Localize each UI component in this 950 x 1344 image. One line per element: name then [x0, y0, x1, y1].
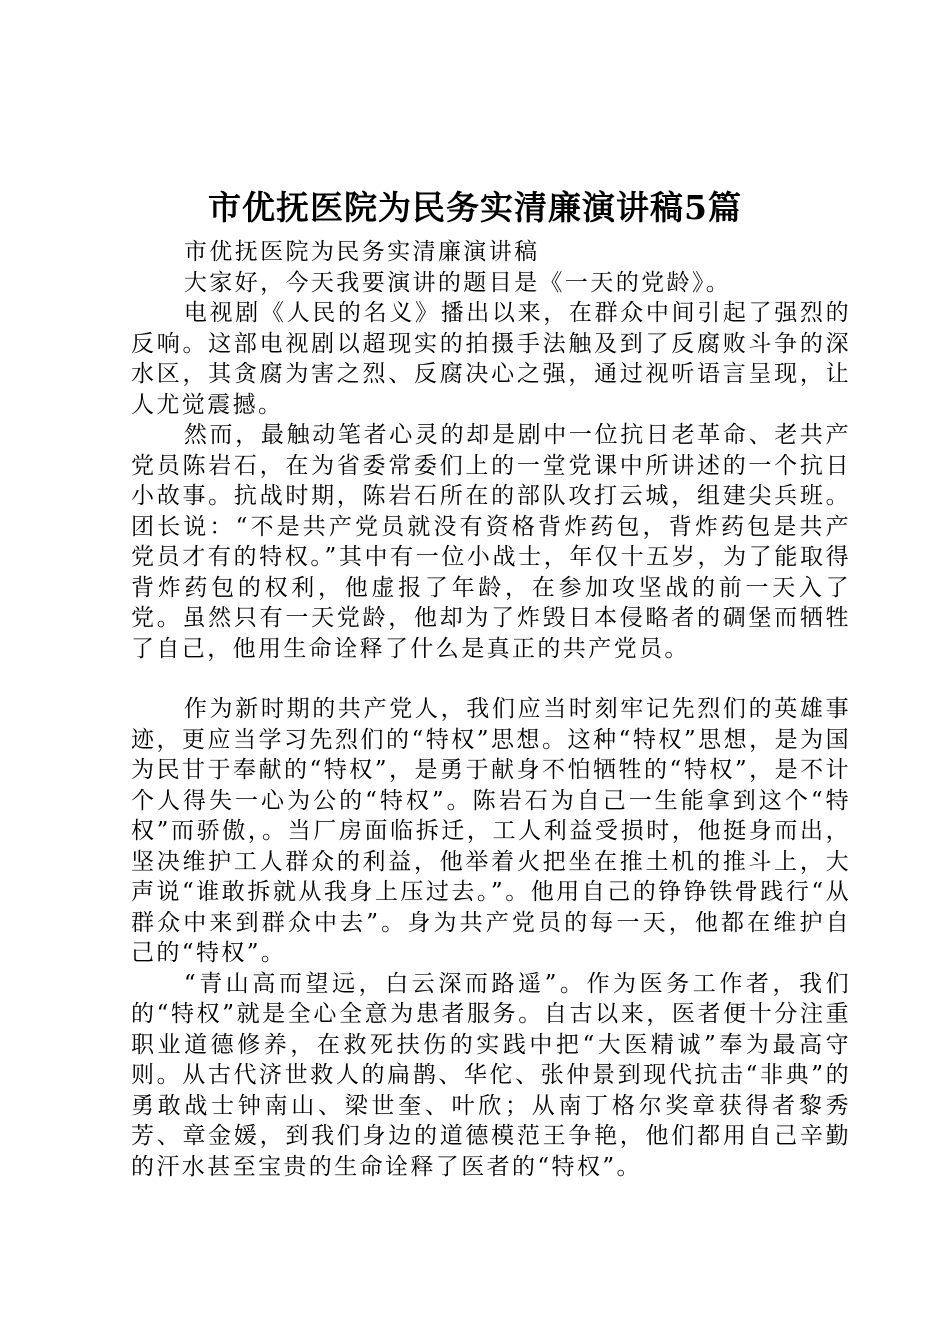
paragraph: 作为新时期的共产党人，我们应当时刻牢记先烈们的英雄事迹，更应当学习先烈们的“特权”思想。这种“特权”思想，是为国为民甘于奉献的“特权”，是勇于献身不怕牺牲的“特权”，是不计个人得失一心为公的“特权”。陈岩石为自己一生能拿到这个“特权”而骄傲，。当厂房面临拆迁，工人利益受损时，他挺身而出，坚决维护工人群众的利益，他举着火把坐在推土机的推斗上，大声说“谁敢拆就从我身上压过去。”。他用自己的铮铮铁骨践行“从群众中来到群众中去”。身为共产党员的每一天，他都在维护自己的“特权”。	[131, 696, 851, 966]
document-body	[131, 237, 851, 1182]
paragraph: “青山高而望远，白云深而路遥”。作为医务工作者，我们的“特权”就是全心全意为患者服务。自古以来，医者便十分注重职业道德修养，在救死扶伤的实践中把“大医精诚”奉为最高守则。从古代济世救人的扁鹊、华佗、张仲景到现代抗击“非典”的勇敢战士钟南山、梁世奎、叶欣；从南丁格尔奖章获得者黎秀芳、章金媛，到我们身边的道德模范王争艳，他们都用自己辛勤的汗水甚至宝贵的生命诠释了医者的“特权”。	[131, 970, 851, 1180]
paragraph-subtitle: 市优抚医院为民务实清廉演讲稿	[183, 239, 540, 265]
paragraph: 电视剧《人民的名义》播出以来，在群众中间引起了强烈的反响。这部电视剧以超现实的拍摄手法触及到了反腐败斗争的深水区，其贪腐为害之烈、反腐决心之强，通过视听语言呈现，让人尤觉震撼。	[131, 300, 851, 418]
paragraph-greeting: 大家好，今天我要演讲的题目是《一天的党龄》。	[183, 269, 732, 296]
paragraph: 然而，最触动笔者心灵的却是剧中一位抗日老革命、老共产党员陈岩石，在为省委常委们上的一堂党课中所讲述的一个抗日小故事。抗战时期，陈岩石所在的部队攻打云城，组建尖兵班。团长说：“不是共产党员就没有资格背炸药包，背炸药包是共产党员才有的特权。”其中有一位小战士，年仅十五岁，为了能取得背炸药包的权利，他虚报了年龄，在参加攻坚战的前一天入了党。虽然只有一天党龄，他却为了炸毁日本侵略者的碉堡而牺牲了自己，他用生命诠释了什么是真正的共产党员。	[131, 422, 851, 662]
document-title: 市优抚医院为民务实清廉演讲稿5篇	[208, 188, 742, 227]
